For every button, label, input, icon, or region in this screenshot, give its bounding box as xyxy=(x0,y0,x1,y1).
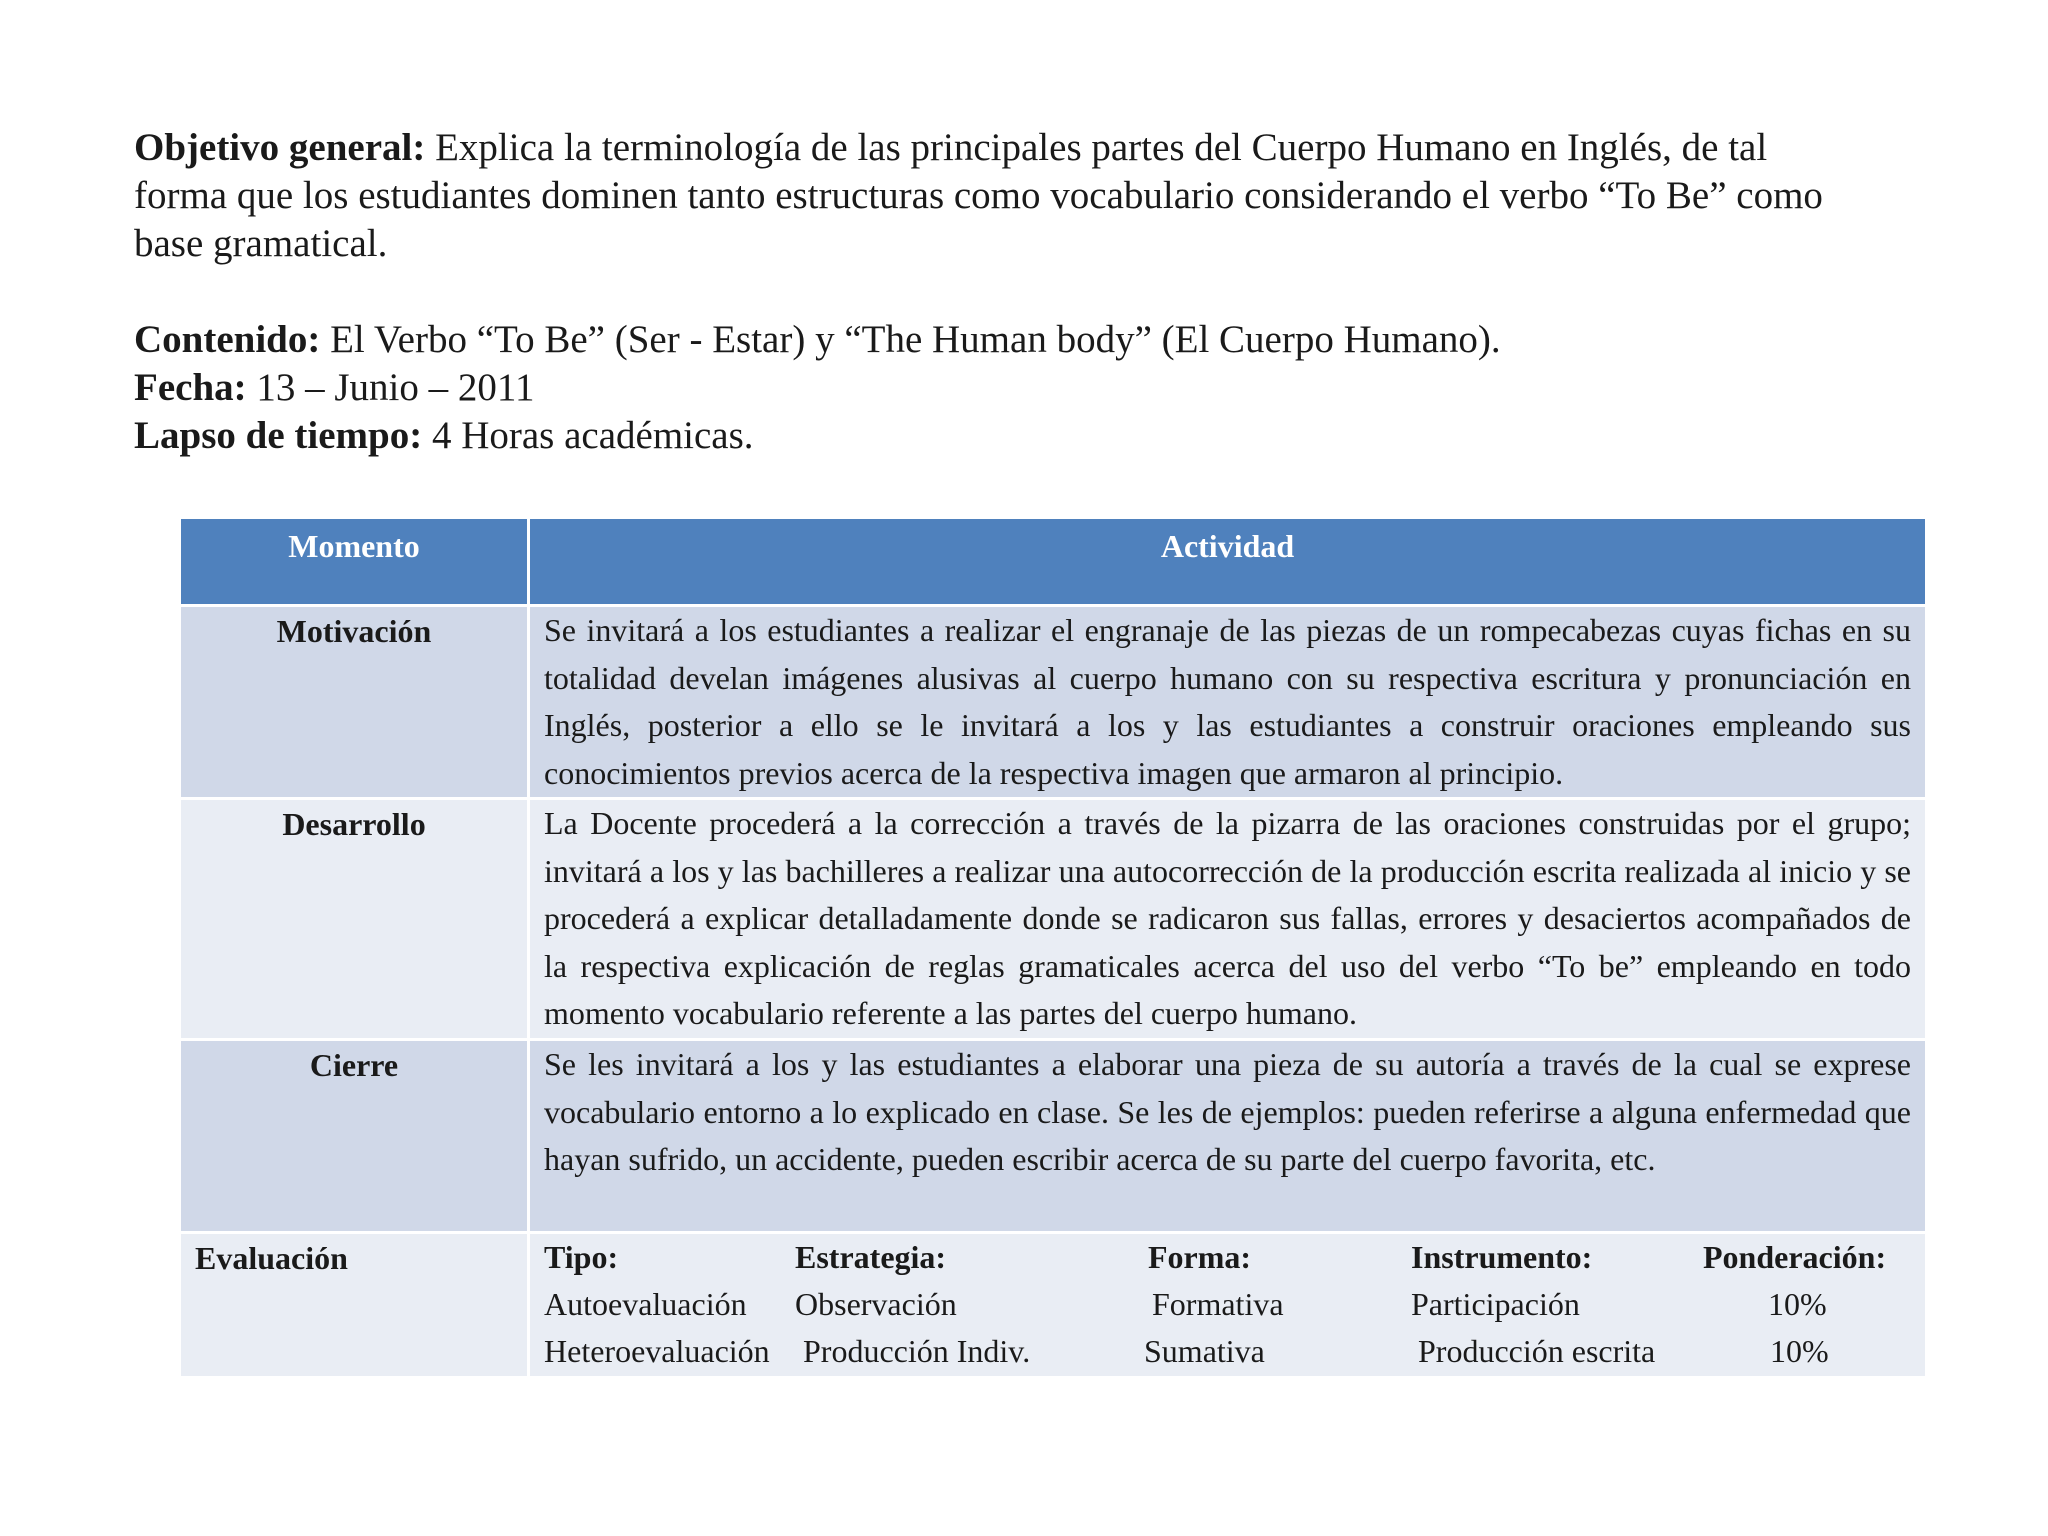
table-header-row xyxy=(180,518,1927,606)
content-label: Contenido: xyxy=(134,318,321,361)
eval-tipo-2: Heteroevaluación xyxy=(544,1333,770,1369)
date-label: Fecha: xyxy=(134,366,247,409)
lesson-header xyxy=(134,124,1834,460)
eval-tipo-1: Autoevaluación xyxy=(544,1286,747,1322)
evaluation-row xyxy=(180,1233,1927,1378)
eval-ponderacion-2: 10% xyxy=(1770,1333,1829,1369)
actividad-cell: Se invitará a los estudiantes a realizar el engranaje de las piezas de un rompecabezas cuyas fichas en su totalidad develan imágenes alusivas al cuerpo humano con su respectiva escritura y pronunciación en Inglés, posterior a ello se le invitará a los y las estudiantes a construir oraciones empleando sus conocimientos previos acerca de la respectiva imagen que armaron al principio. xyxy=(529,606,1927,799)
eval-instrumento-2: Producción escrita xyxy=(1418,1333,1656,1369)
header-actividad: Actividad xyxy=(529,518,1927,606)
eval-forma-1: Formativa xyxy=(1152,1286,1284,1322)
objective-text: Explica la terminología de las principales partes del Cuerpo Humano en Inglés, de tal forma que los estudiantes dominen tanto estructuras como vocabulario considerando el verbo “To Be” como base gramatical. xyxy=(134,126,1823,265)
eval-instrumento-1: Participación xyxy=(1411,1286,1580,1322)
content-text: El Verbo “To Be” (Ser - Estar) y “The Human body” (El Cuerpo Humano). xyxy=(320,318,1501,361)
eval-estrategia-2: Producción Indiv. xyxy=(803,1333,1031,1369)
momento-cell: Cierre xyxy=(180,1040,529,1233)
duration-line xyxy=(134,412,1834,460)
duration-label: Lapso de tiempo: xyxy=(134,414,423,457)
evaluation-cell xyxy=(529,1233,1927,1378)
table-row xyxy=(180,1040,1927,1233)
header-momento: Momento xyxy=(180,518,529,606)
evaluation-grid xyxy=(544,1234,1911,1374)
eval-header-ponderacion: Ponderación: xyxy=(1703,1239,1887,1275)
content-line xyxy=(134,316,1834,364)
actividad-cell: La Docente procederá a la corrección a través de la pizarra de las oraciones construidas por el grupo; invitará a los y las bachilleres a realizar una autocorrección de la producción escrita realizada al inicio y se procederá a explicar detalladamente donde se radicaron sus fallas, errores y desaciertos acompañados de la respectiva explicación de reglas gramaticales acerca del uso del verbo “To be” empleando en todo momento vocabulario referente a las partes del cuerpo humano. xyxy=(529,799,1927,1040)
table-row xyxy=(180,799,1927,1040)
eval-estrategia-1: Observación xyxy=(795,1286,957,1322)
eval-header-tipo: Tipo: xyxy=(544,1239,619,1275)
eval-header-instrumento: Instrumento: xyxy=(1411,1239,1593,1275)
evaluation-label: Evaluación xyxy=(180,1233,529,1378)
date-text: 13 – Junio – 2011 xyxy=(246,366,535,409)
lesson-plan-table xyxy=(178,516,1928,1379)
objective-label: Objetivo general: xyxy=(134,126,426,169)
actividad-cell: Se les invitará a los y las estudiantes a elaborar una pieza de su autoría a través de la cual se exprese vocabulario entorno a lo explicado en clase. Se les de ejemplos: pueden referirse a alguna enfermedad que hayan sufrido, un accidente, pueden escribir acerca de su parte del cuerpo favorita, etc. xyxy=(529,1040,1927,1233)
table-row xyxy=(180,606,1927,799)
eval-forma-2: Sumativa xyxy=(1144,1333,1265,1369)
eval-header-estrategia: Estrategia: xyxy=(795,1239,947,1275)
date-line xyxy=(134,364,1834,412)
objective-paragraph xyxy=(134,124,1834,268)
momento-cell: Motivación xyxy=(180,606,529,799)
eval-ponderacion-1: 10% xyxy=(1768,1286,1827,1322)
momento-cell: Desarrollo xyxy=(180,799,529,1040)
duration-text: 4 Horas académicas. xyxy=(422,414,754,457)
eval-header-forma: Forma: xyxy=(1148,1239,1252,1275)
